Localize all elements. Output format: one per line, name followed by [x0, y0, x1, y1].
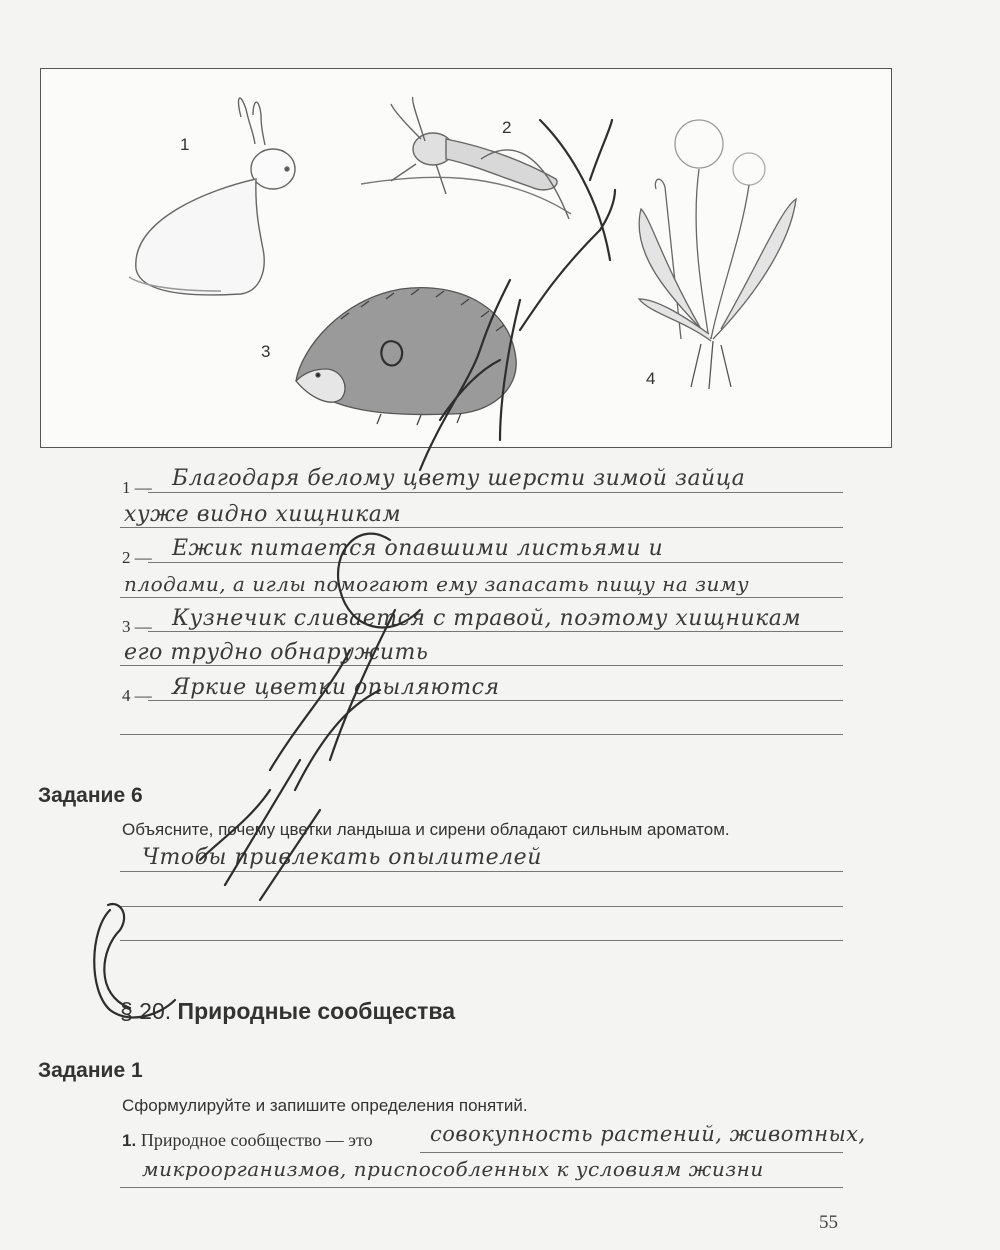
section-number: § 20.	[120, 998, 172, 1024]
handwritten-answer-3a: Кузнечик сливается с травой, поэтому хищникам	[172, 606, 802, 631]
page-number: 55	[819, 1212, 838, 1233]
answer-line	[120, 906, 843, 907]
illustration-frame	[40, 68, 892, 448]
task-6-handwritten-answer: Чтобы привлекать опылителей	[142, 845, 542, 870]
answer-line	[120, 597, 843, 598]
figure-label-3: 3	[261, 342, 271, 361]
row-number-4: 4 —	[122, 686, 152, 705]
dandelion-illustration	[639, 120, 796, 389]
answer-line	[148, 700, 843, 701]
item-prompt: Природное сообщество — это	[140, 1130, 373, 1150]
answer-line	[148, 492, 843, 493]
answer-line	[420, 1152, 843, 1153]
figure-label-1: 1	[180, 135, 190, 154]
row-number-2: 2 —	[122, 548, 152, 567]
answer-line	[120, 527, 843, 528]
task-1-handwritten-answer-2: микроорганизмов, приспособленных к условиям жизни	[142, 1157, 764, 1181]
hare-illustration	[129, 98, 295, 295]
hedgehog-illustration	[296, 288, 516, 425]
item-number: 1.	[122, 1131, 137, 1150]
answer-line	[120, 734, 843, 735]
handwritten-answer-2a: Ежик питается опавшими листьями и	[172, 536, 664, 561]
section-title: Природные сообщества	[177, 998, 456, 1024]
task-6-question: Объясните, почему цветки ландыша и сирени обладают сильным ароматом.	[122, 820, 730, 839]
task-1-title: Задание 1	[38, 1059, 143, 1082]
answer-line	[120, 940, 843, 941]
handwritten-answer-2b: плодами, а иглы помогают ему запасать пищу на зиму	[124, 572, 750, 596]
handwritten-answer-1a: Благодаря белому цвету шерсти зимой зайца	[172, 466, 746, 491]
answer-line	[120, 871, 843, 872]
task-1-instruction: Сформулируйте и запишите определения понятий.	[122, 1096, 528, 1115]
handwritten-answer-1b: хуже видно хищникам	[124, 502, 402, 527]
answer-line	[148, 631, 843, 632]
answer-line	[120, 1187, 843, 1188]
illustrations	[41, 69, 893, 449]
handwritten-answer-4a: Яркие цветки опыляются	[172, 675, 500, 700]
row-number-3: 3 —	[122, 617, 152, 636]
task-1-handwritten-answer-1: совокупность растений, животных,	[430, 1122, 866, 1146]
section-heading	[120, 998, 455, 1025]
handwritten-answer-3b: его трудно обнаружить	[124, 640, 429, 665]
figure-label-4: 4	[646, 369, 656, 388]
task-1-item	[122, 1130, 373, 1151]
answer-line	[148, 562, 843, 563]
task-6-title: Задание 6	[38, 784, 143, 807]
answer-line	[120, 665, 843, 666]
grasshopper-illustration	[361, 97, 571, 219]
row-number-1: 1 —	[122, 478, 152, 497]
figure-label-2: 2	[502, 118, 512, 137]
